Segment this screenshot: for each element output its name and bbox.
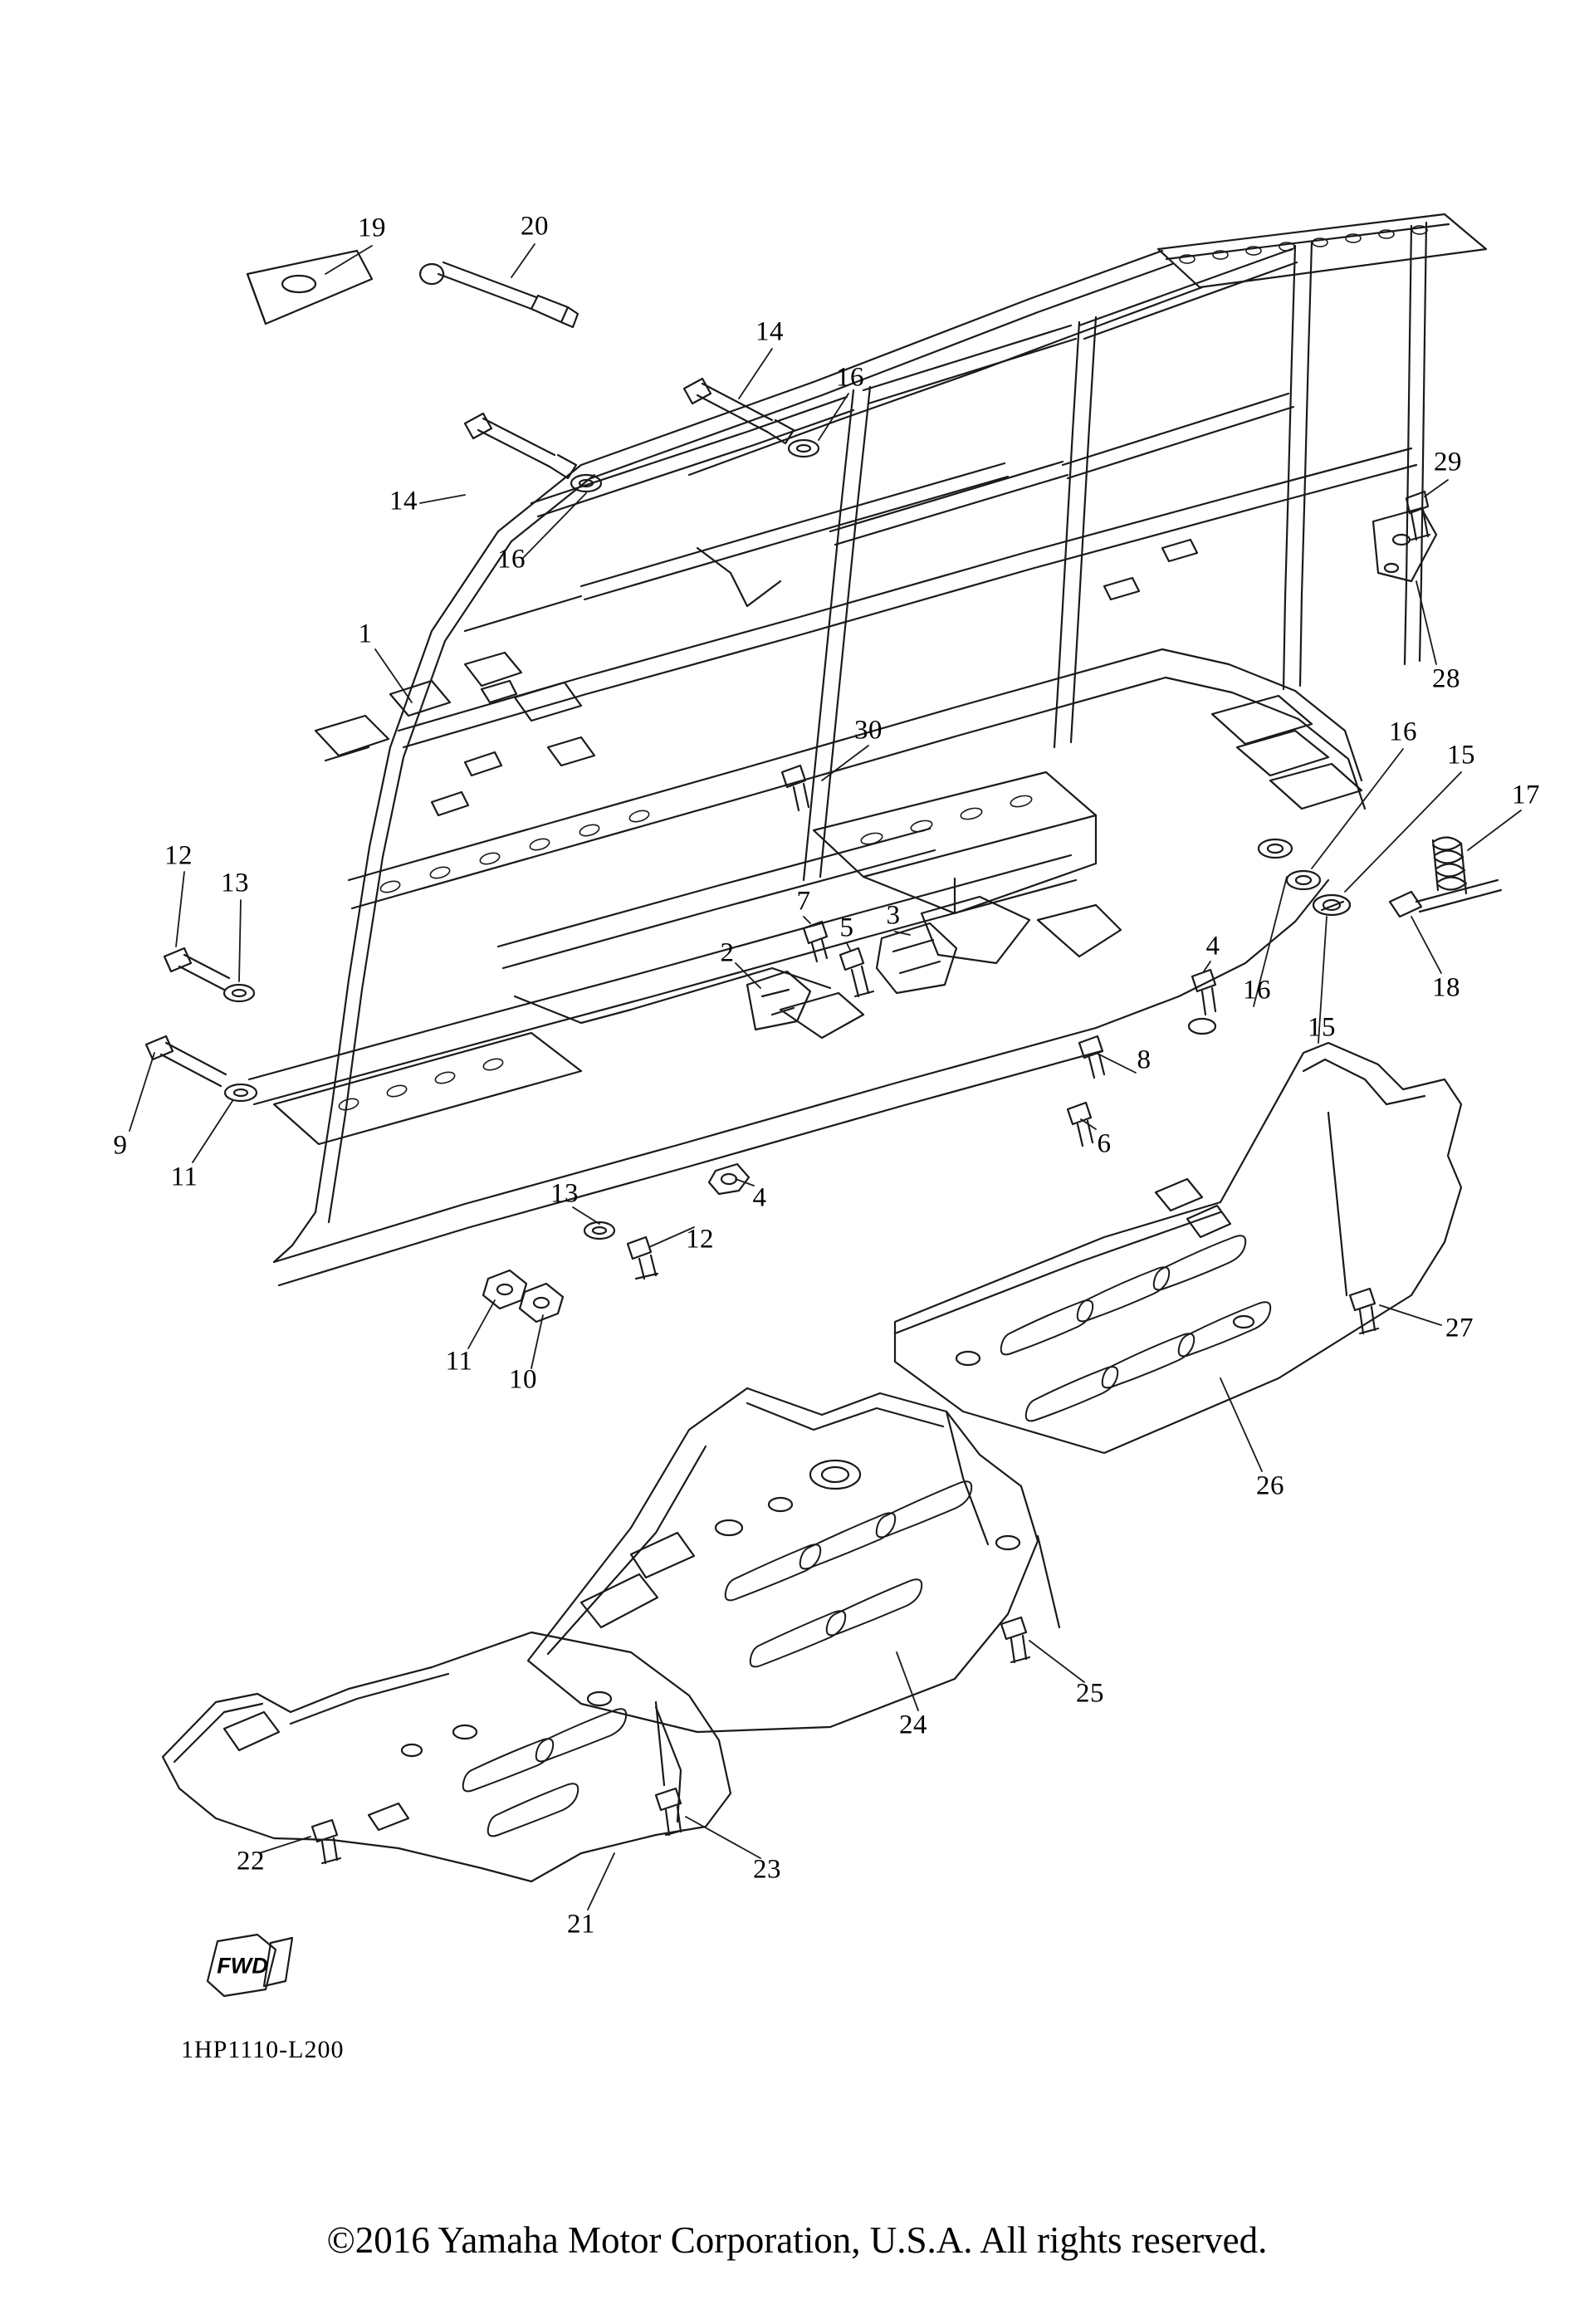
callout-number: 2 [720,937,735,968]
callout-number: 12 [164,840,193,871]
callout-number: 28 [1432,663,1460,694]
callout-number: 17 [1512,780,1540,810]
callout-number: 3 [886,900,901,931]
callout-number: 14 [755,316,784,347]
callout-number: 9 [113,1130,128,1161]
callout-number: 26 [1256,1470,1284,1501]
callout-number: 15 [1447,740,1475,771]
callout-number: 19 [358,213,386,243]
callout-number: 7 [796,886,811,917]
callout-number: 16 [1243,975,1271,1005]
callout-number: 29 [1434,447,1462,477]
callout-number: 1 [358,619,373,649]
callout-number: 30 [854,715,883,746]
callout-number: 11 [170,1162,198,1192]
callout-number: 5 [839,912,854,943]
callout-number: 24 [899,1710,927,1740]
copyright-notice: ©2016 Yamaha Motor Corporation, U.S.A. All rights reserved. [326,2219,1268,2261]
callout-number: 16 [1389,717,1417,747]
callout-number: 21 [567,1909,595,1940]
callout-number: 4 [752,1182,767,1213]
callout-number: 18 [1432,972,1460,1003]
callout-number: 23 [753,1854,781,1885]
callout-number: 13 [221,868,249,898]
callout-number: 13 [550,1178,579,1209]
callout-number: 10 [509,1364,537,1395]
callout-number: 8 [1137,1045,1151,1075]
callout-number: 11 [445,1346,473,1377]
callout-number: 6 [1097,1128,1112,1159]
callout-number: 20 [521,211,549,242]
fwd-direction-label: FWD [217,1953,268,1979]
callout-number: 16 [836,362,864,393]
callout-number: 22 [237,1846,265,1876]
callout-number: 25 [1076,1678,1104,1709]
callout-number: 4 [1205,931,1220,961]
callout-number: 14 [389,486,418,516]
callout-number: 27 [1445,1313,1474,1343]
callout-number: 16 [497,544,526,575]
part-diagram-code: 1HP1110-L200 [181,2036,345,2063]
callout-number: 12 [686,1224,714,1255]
callout-number: 15 [1308,1012,1336,1043]
